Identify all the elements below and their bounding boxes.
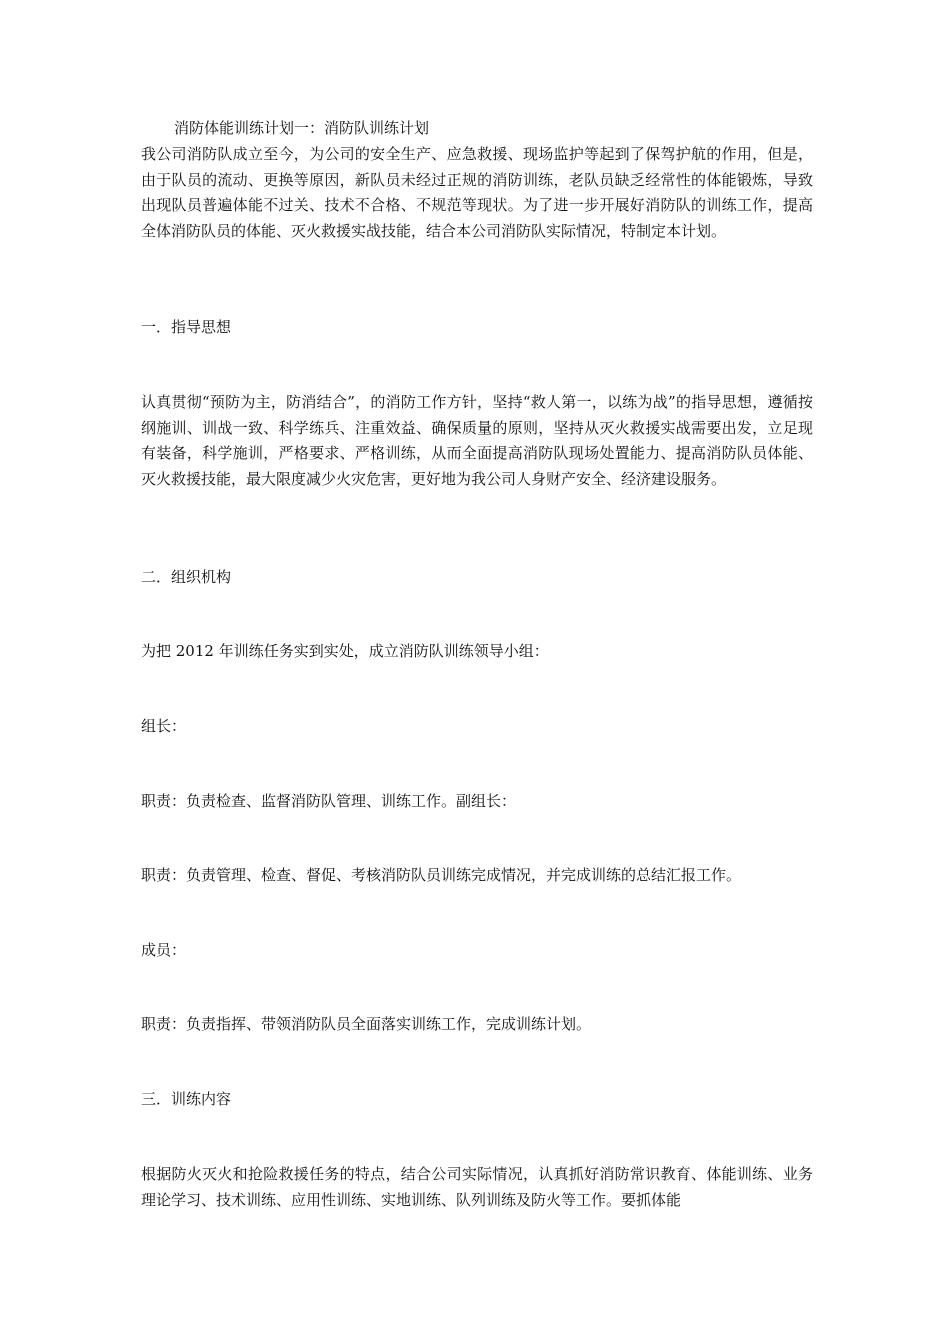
- section-heading-organization: 二．组织机构: [141, 568, 232, 586]
- intro-paragraph: 我公司消防队成立至今，为公司的安全生产、应急救援、现场监护等起到了保驾护航的作用，但是，由于队员的流动、更换等原因，新队员未经过正规的消防训练，老队员缺乏经常性的体能锻炼，导致出现队员普遍体能不过关、技术不合格、不规范等现状。为了进一步开展好消防队的训练工作，提高全体消防队员的体能、灭火救援实战技能，结合本公司消防队实际情况，特制定本计划。: [141, 145, 813, 240]
- deputy-duty: 职责：负责管理、检查、督促、考核消防队员训练完成情况，并完成训练的总结汇报工作。: [141, 866, 742, 884]
- document-title: 消防体能训练计划一：消防队训练计划: [174, 119, 430, 137]
- leader-duty: 职责：负责检查、监督消防队管理、训练工作。副组长：: [141, 792, 517, 810]
- member-label: 成员：: [141, 941, 187, 959]
- organization-intro: 为把 2012 年训练任务实到实处，成立消防队训练领导小组：: [141, 642, 549, 660]
- section-heading-training-content: 三．训练内容: [141, 1090, 232, 1108]
- guiding-ideology-paragraph: 认真贯彻“预防为主，防消结合”，的消防工作方针，坚持“救人第一，以练为战”的指导思想，遵循按纲施训、训战一致、科学练兵、注重效益、确保质量的原则，坚持从灭火救援实战需要出发，立足现有装备，科学施训，严格要求、严格训练，从而全面提高消防队现场处置能力、提高消防队员体能、灭火救援技能，最大限度减少火灾危害，更好地为我公司人身财产安全、经济建设服务。: [141, 393, 813, 488]
- section-heading-guiding-ideology: 一．指导思想: [141, 318, 232, 336]
- leader-label: 组长：: [141, 717, 187, 735]
- member-duty: 职责：负责指挥、带领消防队员全面落实训练工作，完成训练计划。: [141, 1015, 592, 1033]
- training-content-paragraph: 根据防火灭火和抢险救援任务的特点，结合公司实际情况，认真抓好消防常识教育、体能训练、业务理论学习、技术训练、应用性训练、实地训练、队列训练及防火等工作。要抓体能: [141, 1165, 813, 1209]
